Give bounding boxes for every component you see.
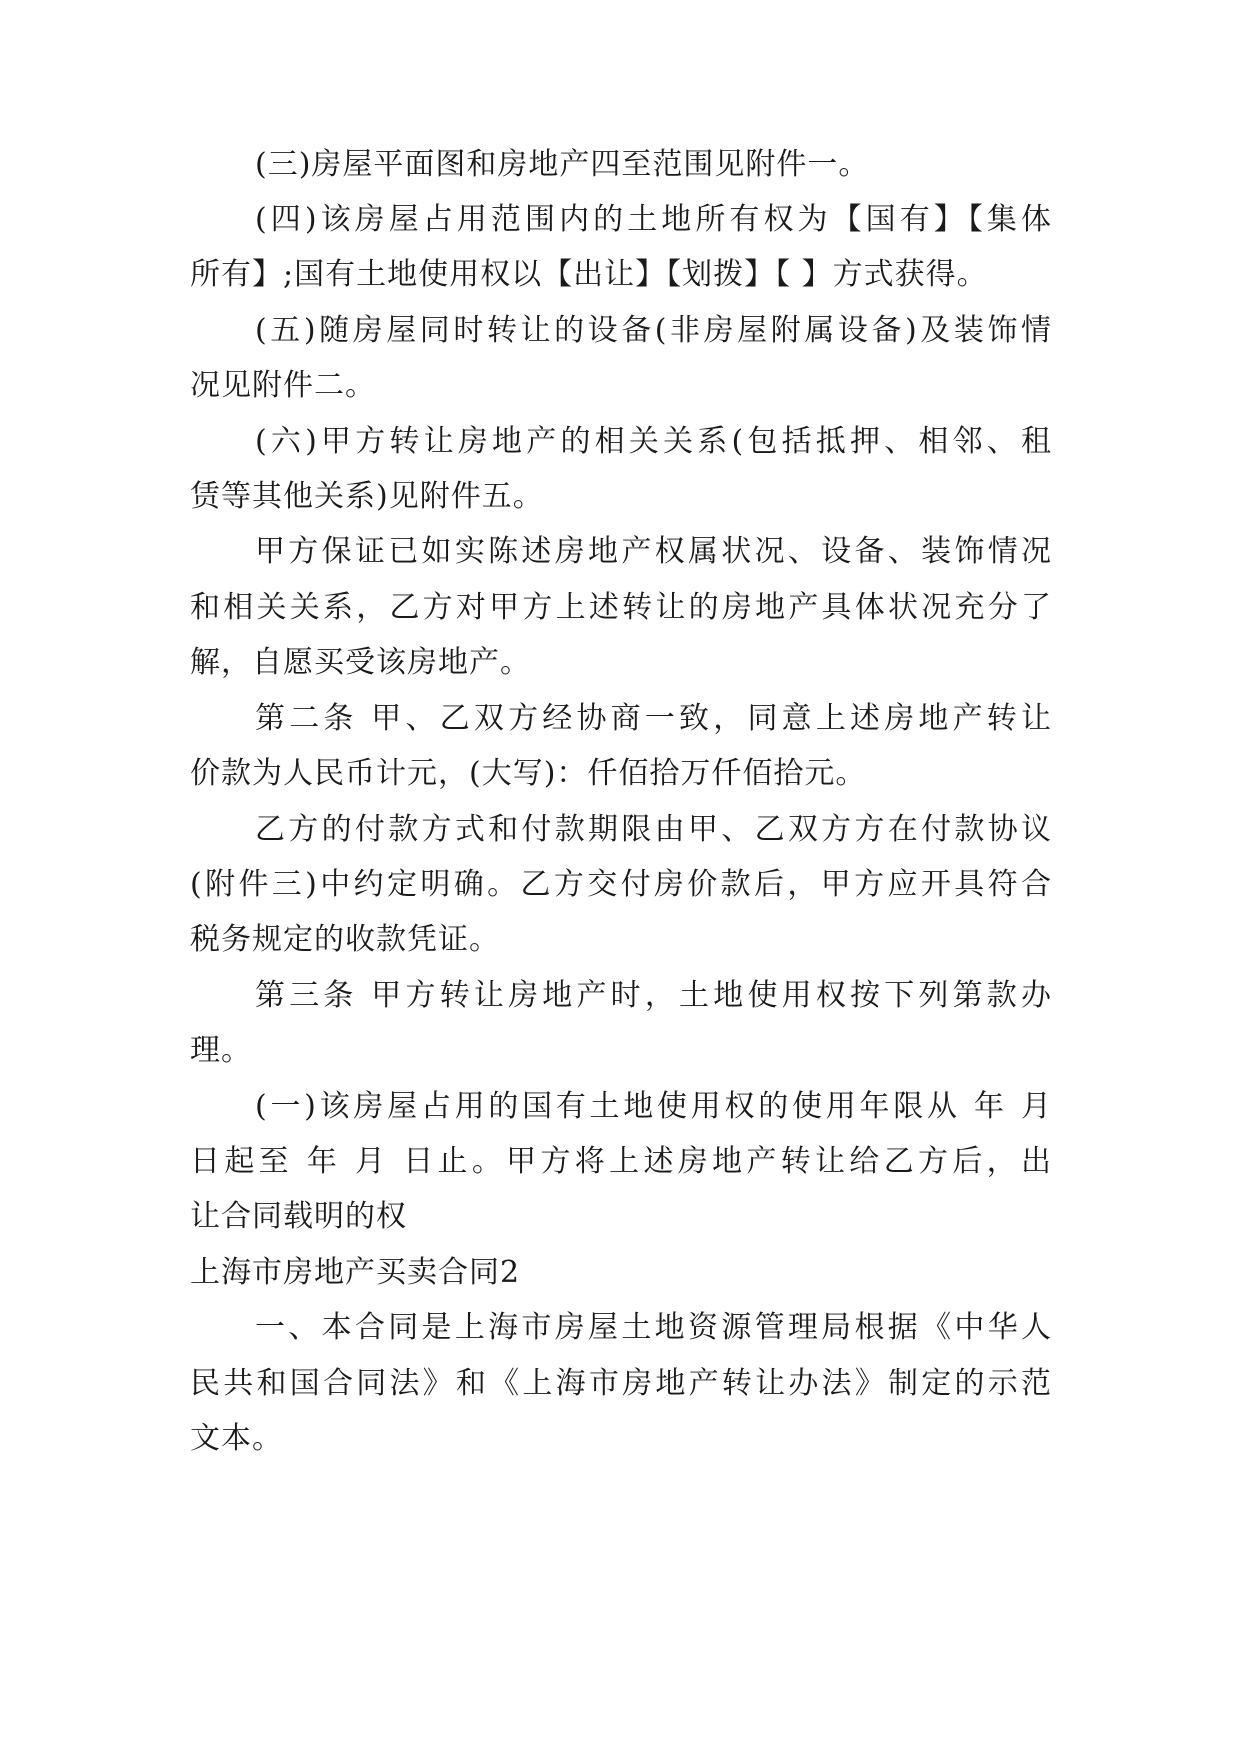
paragraph-line: 和相关关系，乙方对甲方上述转让的房地产具体状况充分了 [190, 590, 1052, 625]
section-heading: 上海市房地产买卖合同2 [190, 1255, 521, 1290]
paragraph-line: 乙方的付款方式和付款期限由甲、乙双方方在付款协议 [255, 812, 1052, 847]
paragraph-line: (四)该房屋占用范围内的土地所有权为【国有】【集体 [255, 202, 1052, 237]
paragraph-line: 日起至 年 月 日止。甲方将上述房地产转让给乙方后，出 [190, 1144, 1052, 1179]
paragraph-line: 文本。 [190, 1421, 283, 1456]
paragraph-line: 价款为人民币计元，(大写)：仟佰拾万仟佰拾元。 [190, 756, 867, 791]
paragraph-line: (六)甲方转让房地产的相关关系(包括抵押、相邻、租 [255, 424, 1052, 459]
paragraph-line: (三)房屋平面图和房地产四至范围见附件一。 [255, 147, 870, 182]
paragraph-line: (附件三)中约定明确。乙方交付房价款后，甲方应开具符合 [190, 867, 1052, 902]
paragraph-line: 赁等其他关系)见附件五。 [190, 479, 544, 514]
paragraph-line: 解，自愿买受该房地产。 [190, 645, 531, 680]
paragraph-line: 民共和国合同法》和《上海市房地产转让办法》制定的示范 [190, 1366, 1052, 1401]
paragraph-line: 理。 [190, 1033, 252, 1068]
paragraph-line: 税务规定的收款凭证。 [190, 922, 500, 957]
paragraph-line: 一、本合同是上海市房屋土地资源管理局根据《中华人 [255, 1310, 1052, 1345]
paragraph-line: 让合同载明的权 [190, 1199, 407, 1234]
paragraph-line: 所有】;国有土地使用权以【出让】【划拨】【 】方式获得。 [190, 257, 988, 292]
paragraph-line: (一)该房屋占用的国有土地使用权的使用年限从 年 月 [255, 1089, 1052, 1124]
paragraph-line: 第二条 甲、乙双方经协商一致，同意上述房地产转让 [255, 701, 1052, 736]
paragraph-line: 况见附件二。 [190, 368, 376, 403]
paragraph-line: 甲方保证已如实陈述房地产权属状况、设备、装饰情况 [255, 534, 1052, 569]
paragraph-line: 第三条 甲方转让房地产时，土地使用权按下列第款办 [255, 978, 1052, 1013]
paragraph-line: (五)随房屋同时转让的设备(非房屋附属设备)及装饰情 [255, 313, 1052, 348]
